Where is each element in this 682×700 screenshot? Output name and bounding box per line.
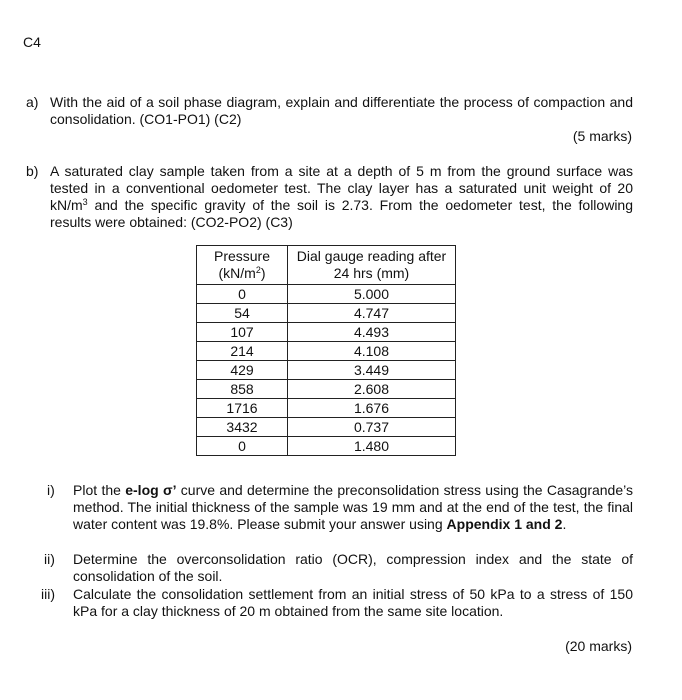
pressure-cell: 0 <box>197 437 288 456</box>
reading-cell: 4.493 <box>288 323 456 342</box>
part-b-marks: (20 marks) <box>565 638 632 654</box>
header-pressure-line-1: Pressure <box>213 248 271 264</box>
table-header-row <box>197 246 456 285</box>
reading-cell: 5.000 <box>288 285 456 304</box>
reading-cell: 3.449 <box>288 361 456 380</box>
table-row <box>197 380 456 399</box>
header-pressure <box>197 246 288 285</box>
part-b-unit-superscript: 3 <box>82 197 88 207</box>
table-row <box>197 342 456 361</box>
oedometer-results-table <box>196 245 456 456</box>
sub-i-text-3: . <box>562 516 567 532</box>
reading-cell: 0.737 <box>288 418 456 437</box>
header-pressure-unit-sup: 2 <box>255 265 261 275</box>
sub-i-text-2: curve and determine the preconsolidation stress using the Casagrande’s method. The initial thickness of the sample was 19 mm and at the end of the test, the final water content was 19.8%. Please submit your answer using <box>73 482 633 532</box>
question-number: C4 <box>23 34 41 50</box>
part-a-marks: (5 marks) <box>572 128 632 144</box>
pressure-cell: 858 <box>197 380 288 399</box>
header-pressure-unit-a: (kN/m <box>218 265 256 281</box>
sub-question-ii: Determine the overconsolidation ratio (OCR), compression index and the state of consolidation of the soil. <box>73 551 633 584</box>
table-row <box>197 361 456 380</box>
header-dial-line-2: 24 hrs (mm) <box>333 265 410 281</box>
pressure-cell: 3432 <box>197 418 288 437</box>
table-row <box>197 418 456 437</box>
header-pressure-unit-b: ) <box>260 265 266 281</box>
reading-cell: 1.480 <box>288 437 456 456</box>
sub-question-i <box>73 482 633 533</box>
part-b-text-1: A saturated clay sample taken from a site at a depth of 5 m from the ground surface was tested in a conventional oedometer test. The clay layer has a saturated unit weight of 20 kN/m <box>50 163 633 213</box>
reading-cell: 1.676 <box>288 399 456 418</box>
table-row <box>197 437 456 456</box>
part-b-text-2: and the specific gravity of the soil is 2.73. From the oedometer test, the following results were obtained: (CO2-PO2) (C3) <box>50 197 633 230</box>
header-dial-line-1: Dial gauge reading after <box>296 248 447 264</box>
pressure-cell: 54 <box>197 304 288 323</box>
pressure-cell: 214 <box>197 342 288 361</box>
pressure-cell: 107 <box>197 323 288 342</box>
reading-cell: 2.608 <box>288 380 456 399</box>
table-row <box>197 304 456 323</box>
pressure-cell: 429 <box>197 361 288 380</box>
sub-question-iii: Calculate the consolidation settlement from an initial stress of 50 kPa to a stress of 150 kPa for a clay thickness of 20 m obtained from the same site location. <box>73 586 633 619</box>
header-dial-gauge <box>288 246 456 285</box>
table-row <box>197 323 456 342</box>
reading-cell: 4.108 <box>288 342 456 361</box>
sub-question-i-label: i) <box>47 482 55 498</box>
pressure-cell: 1716 <box>197 399 288 418</box>
part-b-question <box>50 163 633 231</box>
sub-question-iii-label: iii) <box>41 586 55 602</box>
sub-question-ii-label: ii) <box>44 551 55 567</box>
sub-i-elog-term: e-log σ’ <box>125 482 177 498</box>
part-a-label: a) <box>26 94 39 110</box>
sub-i-text-1: Plot the <box>73 482 126 498</box>
part-a-question: With the aid of a soil phase diagram, explain and differentiate the process of compaction and consolidation. (CO1-PO1) (C2) <box>50 94 633 127</box>
part-b-label: b) <box>26 163 39 179</box>
pressure-cell: 0 <box>197 285 288 304</box>
table-row <box>197 399 456 418</box>
reading-cell: 4.747 <box>288 304 456 323</box>
table-row <box>197 285 456 304</box>
sub-i-appendix-ref: Appendix 1 and 2 <box>446 516 563 532</box>
